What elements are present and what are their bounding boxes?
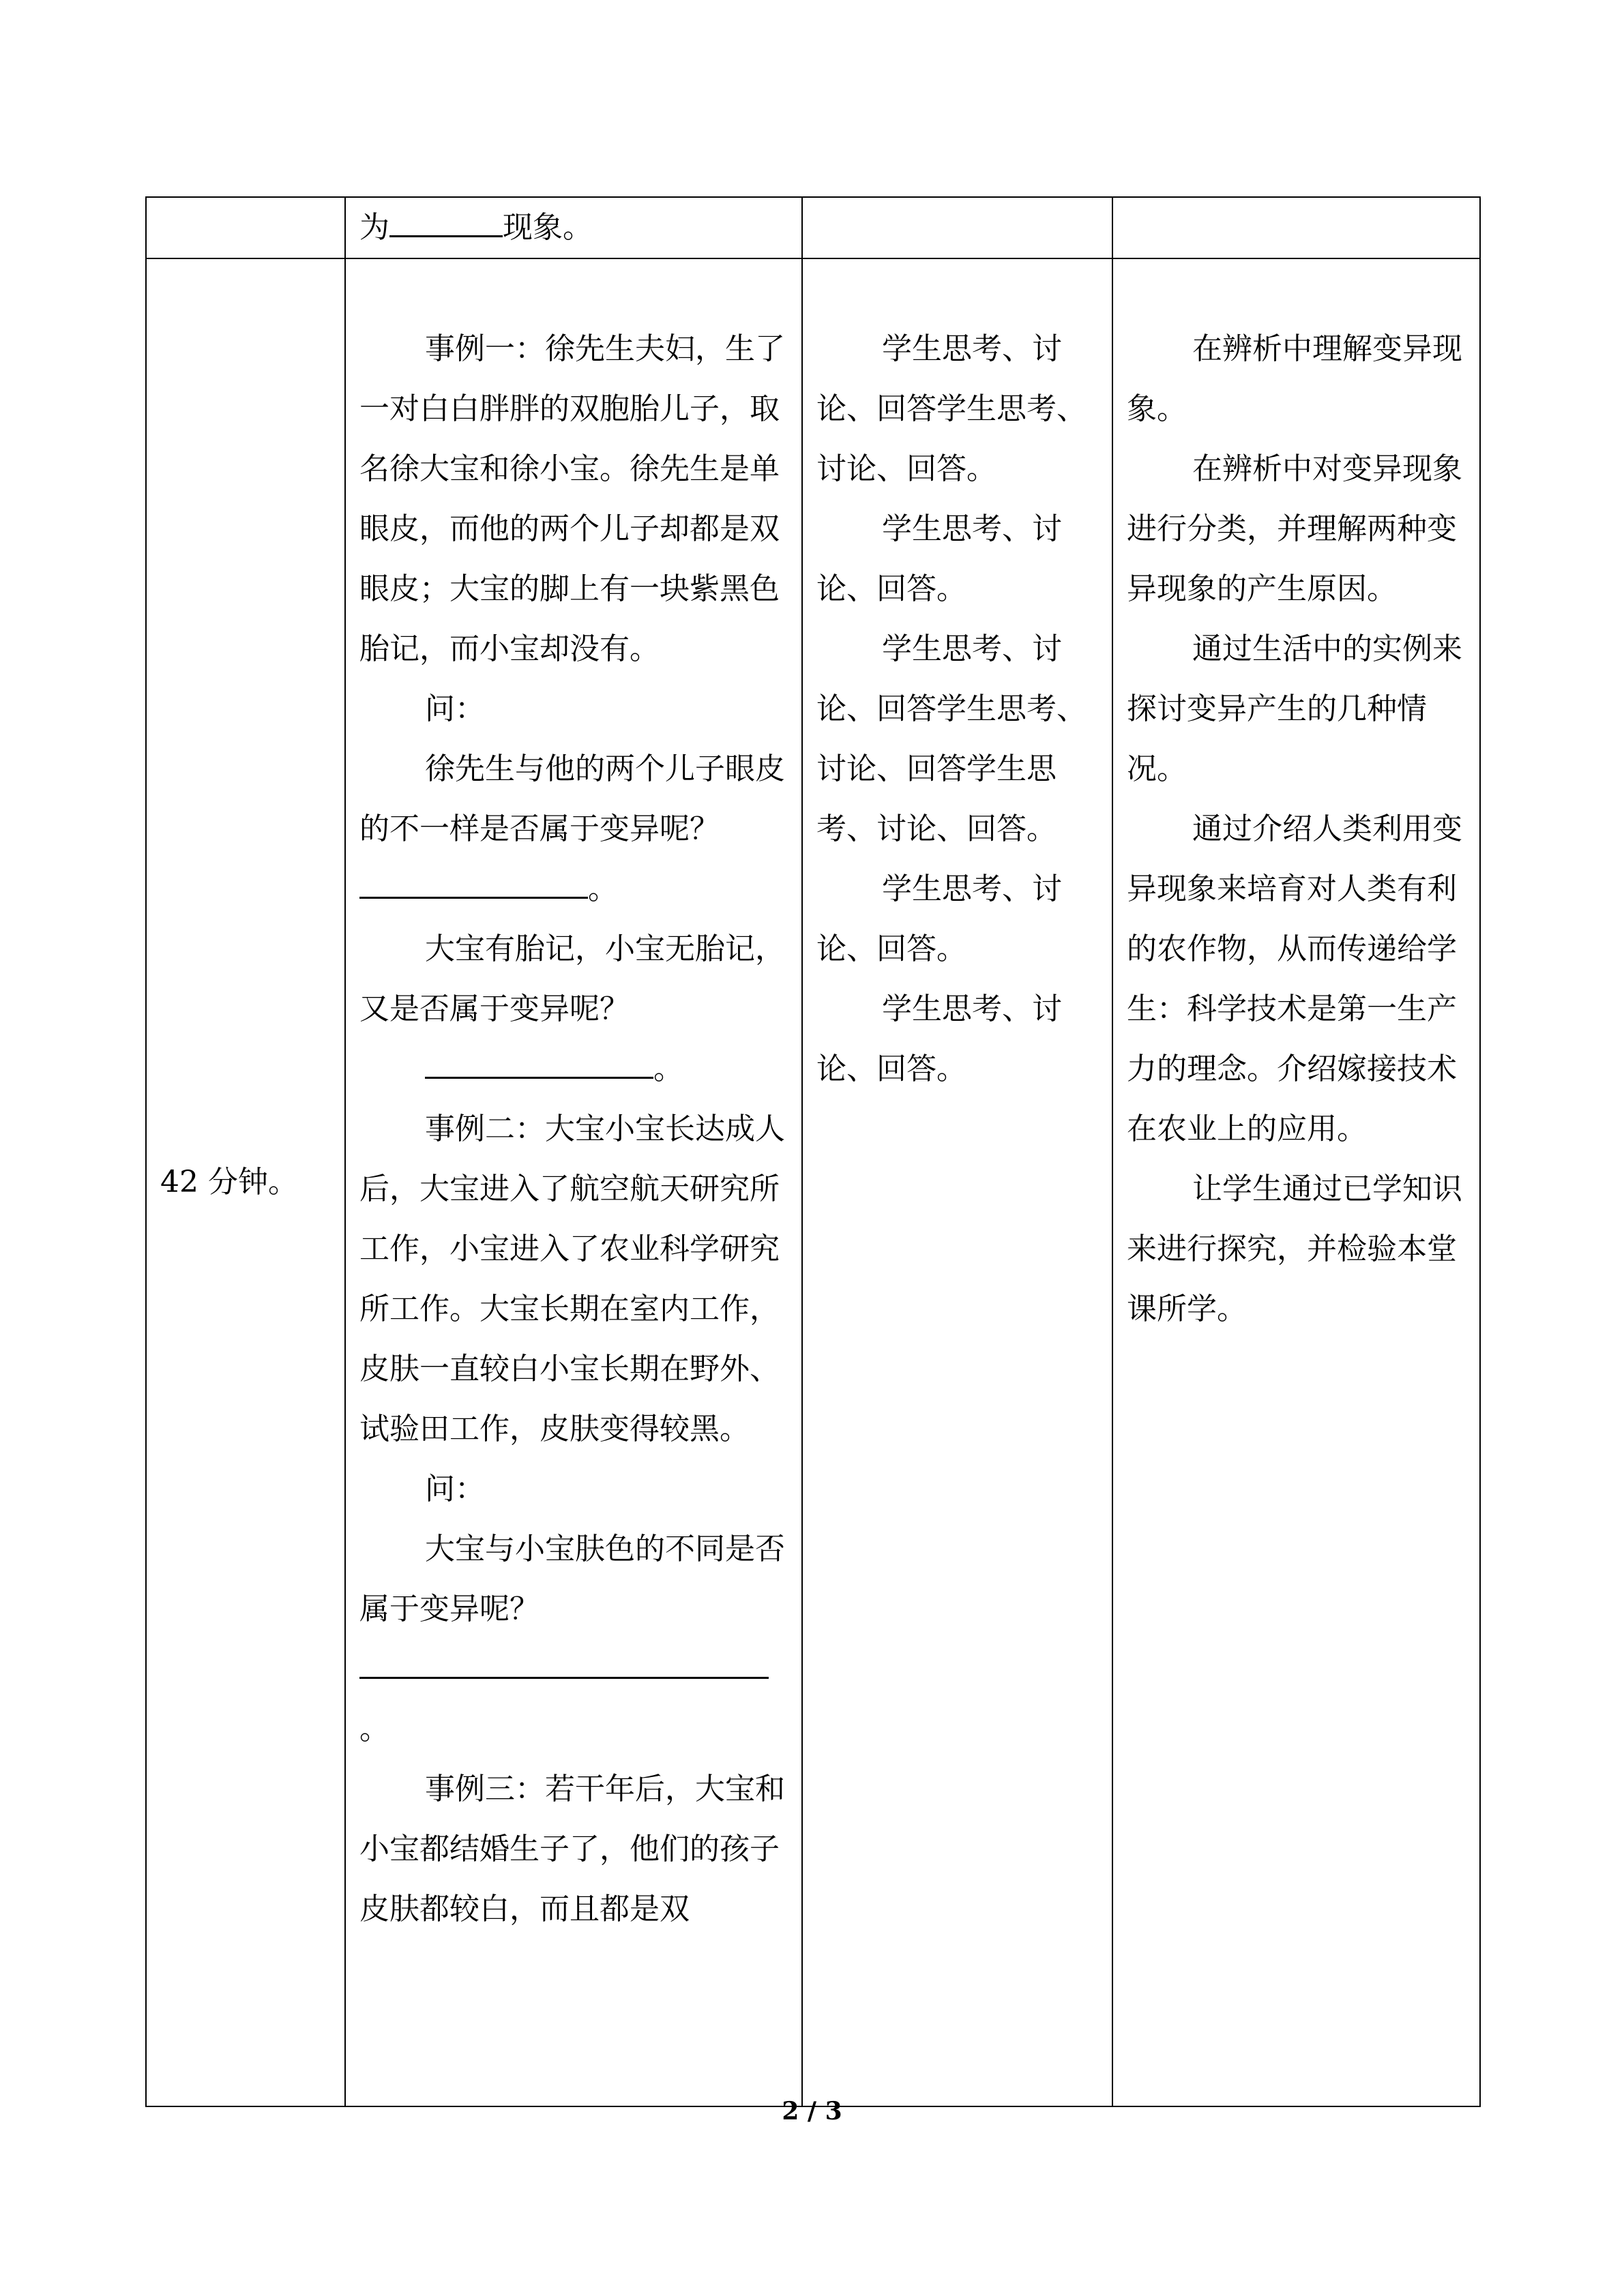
lesson-plan-table [145, 196, 1481, 2107]
time-cell [146, 197, 345, 258]
fill-in-blank [359, 1647, 769, 1679]
question-one: 徐先生与他的两个儿子眼皮的不一样是否属于变异呢？ [359, 751, 785, 846]
student-activity-text: 学生思考、讨论、回答。 [816, 511, 1062, 606]
case-three-text: 事例三：若干年后，大宝和小宝都结婚生子了，他们的孩子皮肤都较白，而且都是双 [359, 1772, 785, 1926]
design-intent-text: 通过介绍人类利用变异现象来培育对人类有利的农作物，从而传递给学生：科学技术是第一生产力的理念。介绍嫁接技术在农业上的应用。 [1127, 811, 1462, 1146]
answer-line-three: 。 [359, 1639, 788, 1759]
student-activity-text: 学生思考、讨论、回答学生思考、讨论、回答。 [816, 331, 1087, 486]
page-number: 2 / 3 [782, 2097, 842, 2126]
question-label: 问： [425, 1472, 485, 1506]
design-intent-cell [1112, 197, 1480, 258]
answer-line-one: 。 [359, 859, 788, 919]
time-cell: 42 分钟。 [146, 258, 345, 2106]
design-intent-text: 通过生活中的实例来探讨变异产生的几种情况。 [1127, 631, 1462, 786]
student-activity-cell [802, 258, 1112, 2106]
design-intent-text: 在辨析中对变异现象进行分类，并理解两种变异现象的产生原因。 [1127, 451, 1462, 606]
student-activity-text: 学生思考、讨论、回答。 [816, 871, 1062, 966]
table-row [146, 258, 1480, 2106]
student-activity-text: 学生思考、讨论、回答。 [816, 992, 1062, 1086]
case-one-text: 事例一：徐先生夫妇，生了一对白白胖胖的双胞胎儿子，取名徐大宝和徐小宝。徐先生是单眼皮，而他的两个儿子却都是双眼皮；大宝的脚上有一块紫黑色胎记，而小宝却没有。 [359, 331, 785, 666]
student-activity-cell [802, 197, 1112, 258]
content-cell [345, 197, 802, 258]
design-intent-text: 让学生通过已学知识来进行探究，并检验本堂课所学。 [1127, 1172, 1462, 1326]
question-label: 问： [425, 691, 485, 726]
content-suffix: 现象。 [503, 210, 593, 245]
question-three: 大宝与小宝肤色的不同是否属于变异呢？ [359, 1532, 785, 1626]
question-two: 大宝有胎记，小宝无胎记，又是否属于变异呢？ [359, 931, 785, 1026]
fill-in-blank [389, 205, 503, 237]
fill-in-blank [359, 867, 588, 899]
design-intent-text: 在辨析中理解变异现象。 [1127, 331, 1462, 426]
answer-line-two: 。 [359, 1039, 788, 1099]
fill-in-blank [425, 1047, 653, 1079]
design-intent-cell [1112, 258, 1480, 2106]
table-row [146, 197, 1480, 258]
case-two-text: 事例二：大宝小宝长达成人后，大宝进入了航空航天研究所工作，小宝进入了农业科学研究所工作。大宝长期在室内工作，皮肤一直较白小宝长期在野外、试验田工作，皮肤变得较黑。 [359, 1112, 785, 1446]
student-activity-text: 学生思考、讨论、回答学生思考、讨论、回答学生思考、讨论、回答。 [816, 631, 1087, 846]
content-prefix: 为 [359, 210, 389, 245]
content-cell [345, 258, 802, 2106]
